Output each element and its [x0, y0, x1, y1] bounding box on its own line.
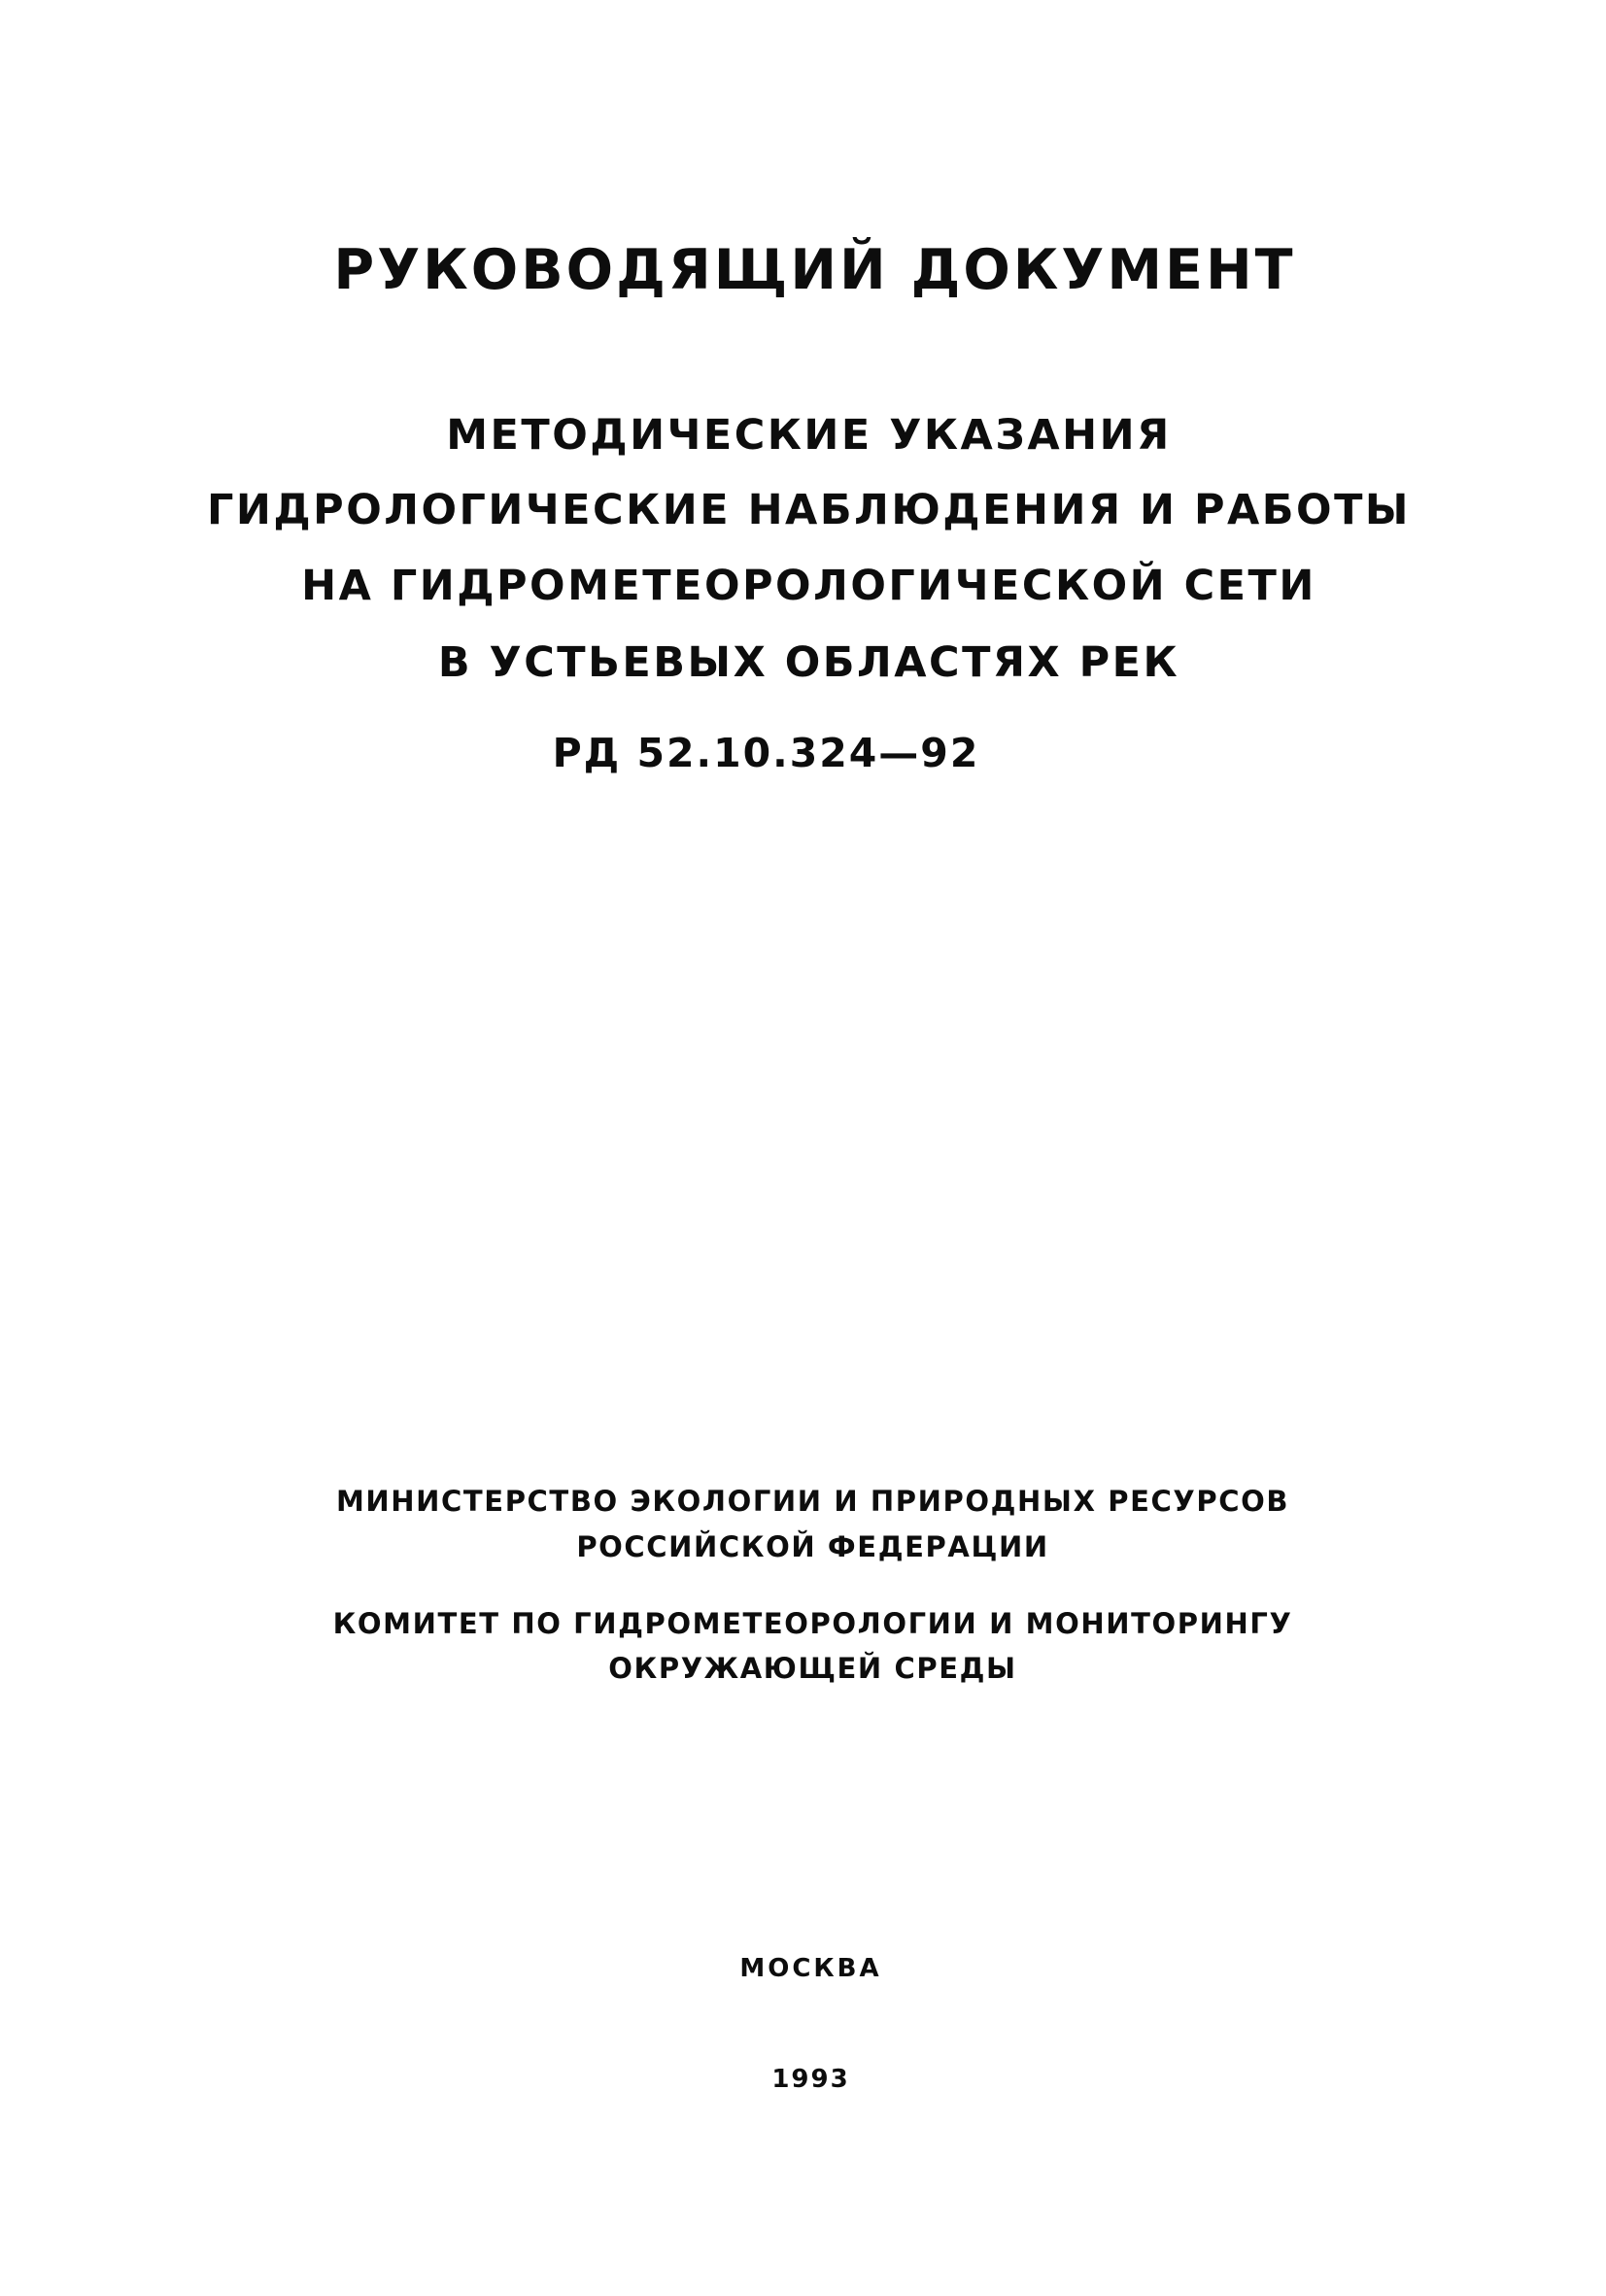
document-code: РД 52.10.324—92: [552, 730, 980, 776]
ministry-line-2: РОССИЙСКОЙ ФЕДЕРАЦИИ: [576, 1530, 1049, 1563]
ministry-line-1: МИНИСТЕРСТВО ЭКОЛОГИИ И ПРИРОДНЫХ РЕСУРСОВ: [335, 1485, 1290, 1518]
committee-line-1: КОМИТЕТ ПО ГИДРОМЕТЕОРОЛОГИИ И МОНИТОРИНГУ: [332, 1607, 1293, 1640]
title-line-4: В УСТЬЕВЫХ ОБЛАСТЯХ РЕК: [437, 638, 1180, 687]
publication-city: МОСКВА: [739, 1954, 882, 1983]
committee-line-2: ОКРУЖАЮЩЕЙ СРЕДЫ: [608, 1652, 1017, 1685]
title-line-3: НА ГИДРОМЕТЕОРОЛОГИЧЕСКОЙ СЕТИ: [301, 562, 1316, 610]
publication-year: 1993: [771, 2065, 850, 2094]
title-line-1: МЕТОДИЧЕСКИЕ УКАЗАНИЯ: [446, 411, 1172, 460]
title-line-2: ГИДРОЛОГИЧЕСКИЕ НАБЛЮДЕНИЯ И РАБОТЫ: [207, 486, 1411, 534]
document-type-heading: РУКОВОДЯЩИЙ ДОКУМЕНТ: [333, 238, 1296, 302]
